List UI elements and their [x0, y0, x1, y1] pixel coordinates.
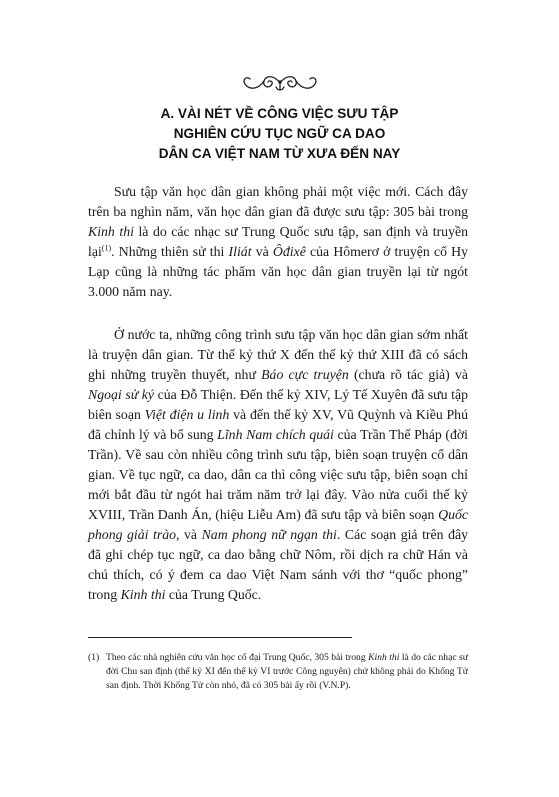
- paragraph-2: [88, 325, 468, 605]
- footnote: [88, 651, 468, 693]
- book-title-kinh-thi: Kinh thi: [88, 224, 134, 239]
- footnote-book-title: Kinh thi: [368, 652, 400, 663]
- section-heading: [60, 104, 499, 164]
- p1-text-2: là do các nhạc sư Trung Quốc sưu tập, san định và truyền lại: [88, 224, 468, 259]
- footnote-text-1: Theo các nhà nghiên cứu văn học cổ đại Trung Quốc, 305 bài trong: [106, 652, 369, 663]
- p1-text-1: Sưu tập văn học dân gian không phải một việc mới. Cách đây trên ba nghìn năm, văn học dân gian đã được sưu tập: 305 bài trong: [88, 184, 468, 219]
- p1-text-4: và: [251, 244, 273, 259]
- paragraph-1: [88, 182, 468, 302]
- heading-line-1: A. VÀI NÉT VỀ CÔNG VIỆC SƯU TẬP: [160, 106, 399, 121]
- book-title-bao-cuc-truyen: Báo cực truyện: [261, 367, 349, 382]
- footnote-text: [106, 651, 468, 693]
- book-title-kinh-thi-2: Kinh thi: [120, 587, 166, 602]
- p2-text-4: và đến thế kỷ XV, Vũ Quỳnh và Kiều Phú đã chỉnh lý và bổ sung: [88, 407, 468, 442]
- p2-text-5: của Trần Thế Pháp (đời Trần). Về sau còn nhiều công trình sưu tập, biên soạn truyện cổ dân gian. Về tục ngữ, ca dao, dân ca thì công việc sưu tập, biên soạn chỉ mới bắt đầu từ ngót hai trăm năm trở lại đây. Vào nửa cuối thế kỷ XVIII, Trần Danh Án, (hiệu Liễu Am) đã sưu tập và biên soạn: [88, 427, 468, 522]
- footnote-text-2: là do các nhạc sư đời Chu san định (thế kỷ XI đến thế kỷ VI trước Công nguyên) chứ không phải do Khổng Tử san định. Thời Khổng Tử còn nhỏ, đã có 305 bài ấy rồi (V.N.P).: [106, 652, 468, 691]
- heading-line-3: DÂN CA VIỆT NAM TỪ XƯA ĐẾN NAY: [158, 146, 401, 161]
- footnote-reference[interactable]: (1): [101, 243, 112, 253]
- p2-text-6: , và: [176, 527, 202, 542]
- epic-title-iliat: Iliát: [228, 244, 252, 259]
- book-title-nam-phong: Nam phong nữ ngạn thi: [201, 527, 337, 542]
- ornament-flourish-icon: [0, 70, 559, 100]
- epic-title-odixe: Ôđixê: [272, 244, 306, 259]
- p2-text-2: (chưa rõ tác giả) và: [348, 367, 468, 382]
- book-title-quoc-phong: Quốc phong giải trào: [88, 507, 468, 542]
- p2-text-7: . Các soạn giả trên đây đã ghi chép tục ngữ, ca dao bằng chữ Nôm, rồi dịch ra chữ Hán và chú thích, có ý đem ca dao Việt Nam sánh với thơ “quốc phong” trong: [88, 527, 468, 602]
- footnote-divider: [88, 637, 352, 638]
- p2-text-3: của Đỗ Thiện. Đến thế kỷ XIV, Lý Tế Xuyên đã sưu tập biên soạn: [88, 387, 468, 422]
- book-title-viet-dien-u-linh: Việt điện u linh: [144, 407, 230, 422]
- book-title-ngoai-su-ky: Ngoại sử ký: [88, 387, 155, 402]
- p1-text-3: . Những thiên sử thi: [111, 244, 229, 259]
- footnote-number: (1): [88, 652, 100, 663]
- p2-text-8: của Trung Quốc.: [165, 587, 262, 602]
- heading-line-2: NGHIÊN CỨU TỤC NGỮ CA DAO: [173, 126, 386, 141]
- p2-text-1: Ở nước ta, những công trình sưu tập văn học dân gian sớm nhất là truyện dân gian. Từ thế kỷ thứ X đến thế kỷ thứ XIII đã có sách ghi những truyền thuyết, như: [88, 327, 468, 382]
- p1-text-5: của Hômerơ ở truyện cổ Hy Lạp cũng là những tác phẩm văn học dân gian truyền lại từ ngót 3.000 năm nay.: [88, 244, 468, 299]
- book-title-linh-nam: Lĩnh Nam chích quái: [217, 427, 334, 442]
